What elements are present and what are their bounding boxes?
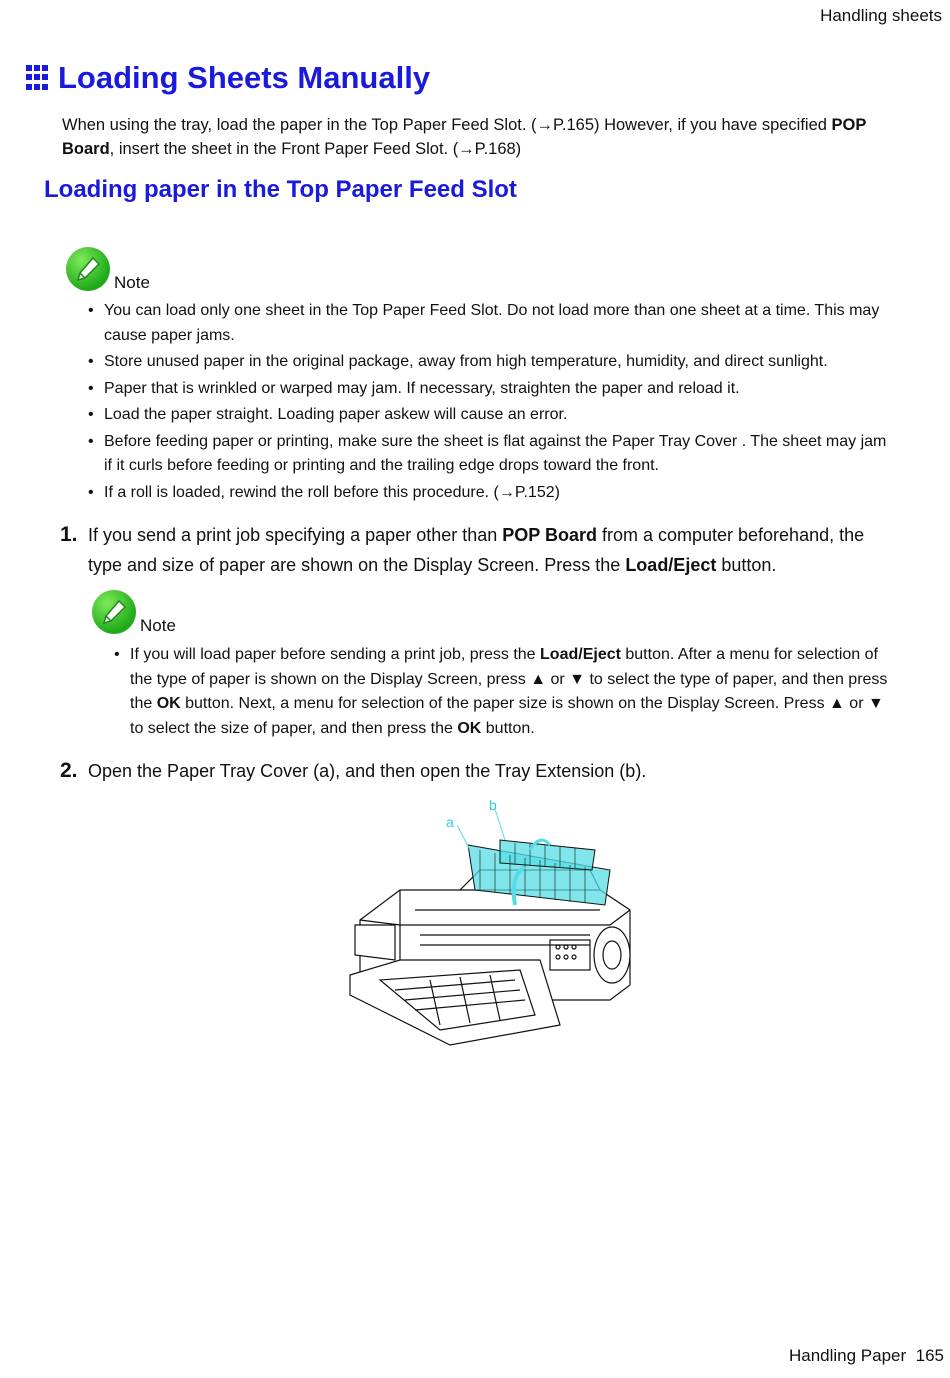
footer-section: Handling Paper (788, 1346, 907, 1365)
pencil-icon (66, 247, 110, 291)
step-1 (60, 520, 890, 580)
list-item: • If a roll is loaded, rewind the roll before this procedure. (→P.152) (86, 481, 898, 506)
step-bold: POP Board (502, 525, 597, 545)
step-text-part: from a computer beforehand, the type and size of paper are shown on the Display Screen. Press the (88, 525, 865, 575)
grid-icon (26, 65, 52, 91)
note-header (66, 247, 150, 291)
pencil-icon (92, 590, 136, 634)
section-heading: Loading paper in the Top Paper Feed Slot (44, 176, 517, 203)
note-text-part: button. After a menu for selection of the type of paper is shown on the Display Screen, press ▲ or ▼ to select the type of paper, and then press the (130, 646, 888, 712)
list-item (112, 643, 894, 741)
step-number: 1. (60, 523, 78, 546)
list-item: • Before feeding paper or printing, make sure the sheet is flat against the Paper Tray Cover . The sheet may jam if it curls before feeding or printing and the trailing edge drops toward the front. (86, 430, 898, 479)
label-b: b (489, 797, 497, 813)
note-text-part: button. (481, 719, 535, 737)
list-item: • You can load only one sheet in the Top Paper Feed Slot. Do not load more than one sheet at a time. This may cause paper jams. (86, 299, 898, 348)
page-title-text: Loading Sheets Manually (58, 60, 431, 95)
intro-text-2: , insert the sheet in the Front Paper Feed Slot. (→P.168) (109, 140, 522, 158)
step-text-part: button. (716, 555, 777, 575)
note-text-part: button. Next, a menu for selection of the paper size is shown on the Display Screen. Press ▲ or ▼ to select the size of paper, and then press the (130, 695, 884, 737)
page-title (26, 60, 430, 96)
step-text-part: If you send a print job specifying a paper other than (88, 525, 503, 545)
step-text: Open the Paper Tray Cover (a), and then open the Tray Extension (b). (88, 761, 647, 781)
note-list-1 (86, 299, 898, 507)
note-bold: OK (457, 719, 482, 737)
intro-text-1: When using the tray, load the paper in the Top Paper Feed Slot. (→P.165) However, if you have specified (62, 116, 832, 134)
step-text (88, 520, 890, 580)
intro-paragraph (62, 113, 922, 161)
note-text-part: If you will load paper before sending a print job, press the (130, 646, 541, 663)
list-item: • Load the paper straight. Loading paper askew will cause an error. (86, 403, 898, 428)
list-item: • Store unused paper in the original package, away from high temperature, humidity, and direct sunlight. (86, 350, 898, 375)
list-item: • Paper that is wrinkled or warped may jam. If necessary, straighten the paper and reload it. (86, 377, 898, 402)
step-2 (60, 756, 890, 786)
note-block-1 (66, 247, 150, 291)
label-a: a (446, 814, 454, 830)
running-header: Handling sheets (820, 6, 942, 25)
printer-illustration (340, 795, 640, 1055)
page-number: 165 (915, 1346, 944, 1365)
page-footer (789, 1346, 944, 1366)
step-bold: Load/Eject (625, 555, 717, 575)
step-number: 2. (60, 759, 78, 782)
intro-bold: POP Board (62, 116, 867, 158)
note-label: Note (114, 273, 150, 292)
note-label: Note (140, 616, 176, 635)
note-bold: Load/Eject (540, 646, 621, 663)
note-bold: OK (156, 695, 181, 712)
note-block-2 (92, 590, 176, 634)
note-list-2 (112, 643, 894, 743)
note-header (92, 590, 176, 634)
